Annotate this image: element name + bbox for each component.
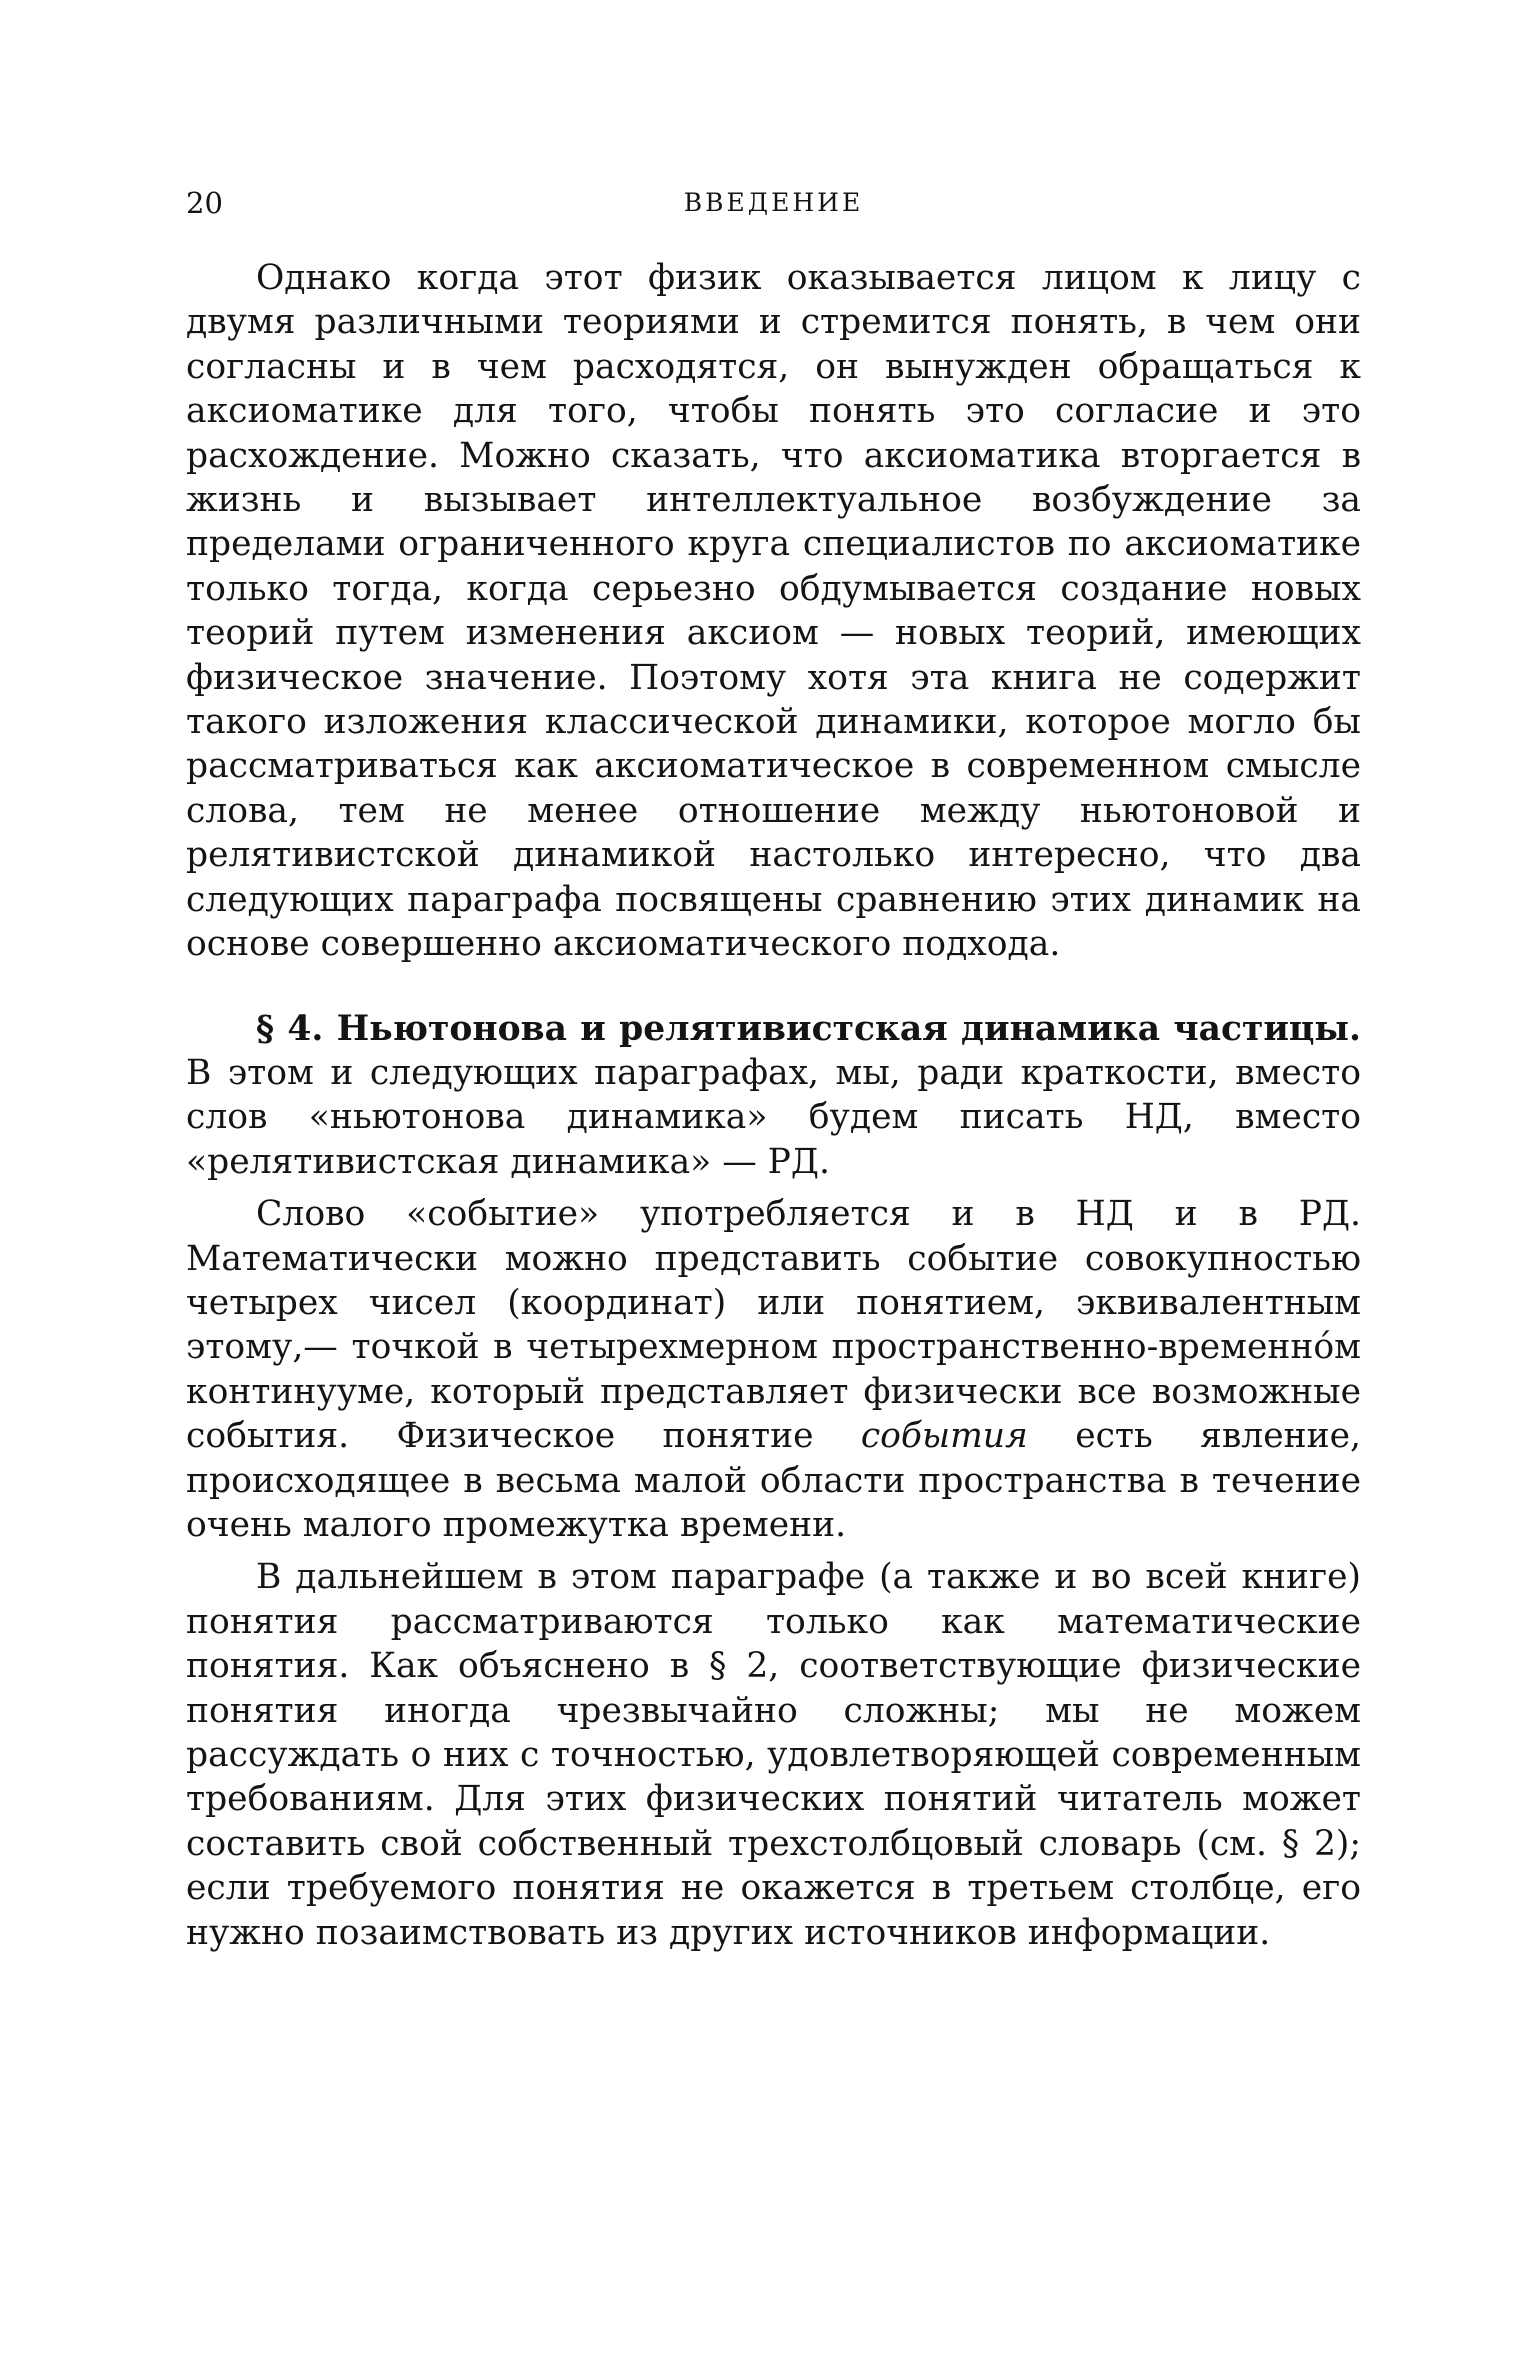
book-page — [186, 186, 1361, 1955]
running-head — [186, 186, 1361, 230]
section-intro-text: В этом и следующих параграфах, мы, ради краткости, вместо слов «ньютонова динамика» будем писать НД, вместо «релятивистская динамика» — РД. — [186, 1052, 1361, 1182]
paragraph-concepts: В дальнейшем в этом параграфе (а также и во всей книге) понятия рассматриваются только как математические понятия. Как объяснено в § 2, соответствующие физические понятия иногда чрезвычайно сложны; мы не можем рассуждать о них с точностью, удовлетворяющей современным требованиям. Для этих физических понятий читатель может составить свой собственный трехстолбцовый словарь (см. § 2); если требуемого понятия не окажется в третьем столбце, его нужно позаимствовать из других источников информации. — [186, 1557, 1361, 1953]
section-4-intro — [186, 1007, 1361, 1185]
section-title: § 4. Ньютонова и релятивистская динамика частицы. — [256, 1008, 1361, 1049]
paragraph-event — [186, 1192, 1361, 1547]
event-text-start: Слово «событие» употребляется и в НД и в РД. Математически можно представить событие совокупностью четырех чисел (координат) или понятием, эквивалентным этому,— точкой в четырехмерном пространственно-временно́м континууме, который представляет физически все возможные события. Физическое понятие — [186, 1194, 1361, 1457]
event-emphasis: события — [860, 1416, 1028, 1457]
running-title: ВВЕДЕНИЕ — [683, 188, 864, 217]
event-text-end: есть явление, происходящее в весьма малой области пространства в течение очень малого промежутка времени. — [186, 1416, 1362, 1545]
paragraph-axiomatics: Однако когда этот физик оказывается лицом к лицу с двумя различными теориями и стремится понять, в чем они согласны и в чем расходятся, он вынужден обращаться к аксиоматике для того, чтобы понять это согласие и это расхождение. Можно сказать, что аксиоматика вторгается в жизнь и вызывает интеллектуальное возбуждение за пределами ограниченного круга специалистов по аксиоматике только тогда, когда серьезно обдумывается создание новых теорий путем изменения аксиом — новых теорий, имеющих физическое значение. Поэтому хотя эта книга не содержит такого изложения классической динамики, которое могло бы рассматриваться как аксиоматическое в современном смысле слова, тем не менее отношение между ньютоновой и релятивистской динамикой настолько интересно, что два следующих параграфа посвящены сравнению этих динамик на основе совершенно аксиоматического подхода. — [186, 258, 1361, 965]
page-number: 20 — [186, 186, 223, 220]
